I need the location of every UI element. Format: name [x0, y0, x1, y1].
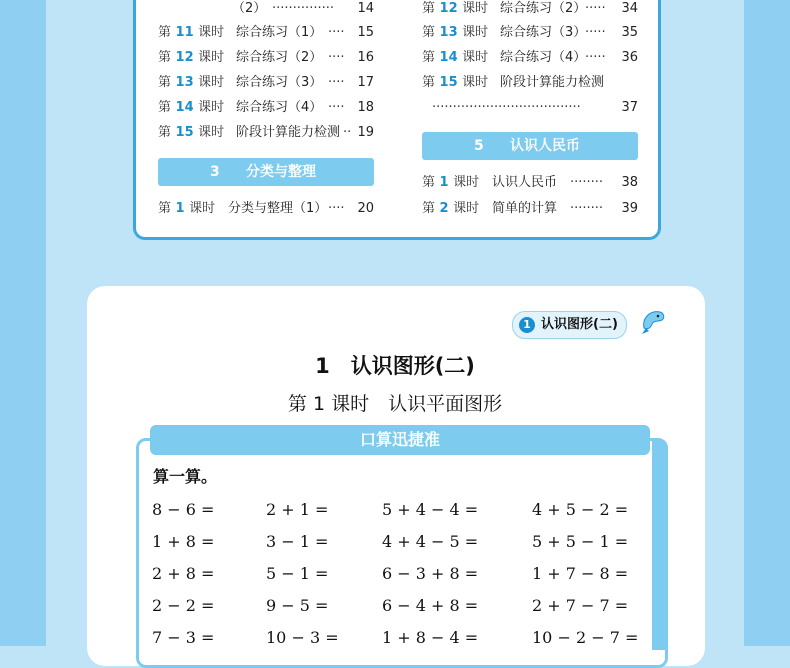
toc-page-number: 36 — [621, 50, 638, 65]
toc-entry-title: 认识人民币 — [492, 175, 558, 190]
toc-lesson-prefix: 第 — [422, 1, 436, 16]
exercise-item: 6 − 4 + 8 = — [382, 596, 479, 615]
exercise-item: 4 + 4 − 5 = — [382, 532, 479, 551]
toc-lesson-number: 13 — [435, 25, 463, 40]
exercise-item: 8 − 6 = — [152, 500, 215, 519]
toc-entry-title: 综合练习（1） — [236, 25, 323, 40]
toc-lesson-suffix: 课时 — [462, 1, 489, 16]
toc-lesson-number: 12 — [435, 1, 463, 16]
toc-lesson-suffix: 课时 — [453, 201, 480, 216]
toc-lesson-prefix: 第 — [422, 75, 436, 90]
toc-entry-title: 阶段计算能力检测 — [236, 125, 341, 140]
unit-title: 认识人民币 — [510, 138, 580, 154]
chapter-tag — [512, 311, 627, 339]
toc-page-number: 14 — [357, 1, 374, 16]
toc-leader-dots: ····· — [585, 25, 606, 40]
toc-leader-dots: ····· — [585, 1, 606, 16]
instruction-text: 算一算。 — [153, 467, 218, 486]
toc-lesson-number: 1 — [171, 201, 190, 216]
toc-leader-dots: ···· — [328, 100, 345, 115]
toc-entry — [158, 48, 376, 68]
toc-lesson-prefix: 第 — [422, 201, 436, 216]
dolphin-mascot-icon — [640, 306, 666, 336]
toc-lesson-prefix: 第 — [422, 25, 436, 40]
toc-entry — [158, 0, 376, 19]
chapter-title: 1 认识图形(二) — [315, 354, 475, 378]
toc-lesson-suffix: 课时 — [198, 125, 225, 140]
toc-lesson-prefix: 第 — [422, 50, 436, 65]
lesson-title: 第 1 课时 认识平面图形 — [287, 393, 503, 415]
toc-lesson-prefix: 第 — [158, 125, 172, 140]
section-title-bar: 口算迅捷准 — [150, 425, 650, 455]
toc-page-number: 35 — [621, 25, 638, 40]
toc-lesson-prefix: 第 — [158, 25, 172, 40]
exercise-item: 5 + 5 − 1 = — [532, 532, 629, 551]
toc-lesson-prefix: 第 — [158, 100, 172, 115]
toc-entry — [158, 23, 376, 43]
toc-entry — [158, 73, 376, 93]
toc-page-number: 18 — [357, 100, 374, 115]
toc-lesson-number: 15 — [435, 75, 463, 90]
toc-entry-title: 简单的计算 — [492, 201, 558, 216]
toc-page-number: 20 — [357, 201, 374, 216]
toc-lesson-prefix: 第 — [158, 201, 172, 216]
exercise-item: 5 + 4 − 4 = — [382, 500, 479, 519]
exercise-item: 1 + 8 = — [152, 532, 215, 551]
exercise-item: 4 + 5 − 2 = — [532, 500, 629, 519]
exercise-item: 9 − 5 = — [266, 596, 329, 615]
exercise-item: 1 + 8 − 4 = — [382, 628, 479, 647]
toc-entry-title: （2） — [232, 1, 267, 16]
toc-leader-dots: ········ — [570, 175, 604, 190]
toc-page-number: 34 — [621, 1, 638, 16]
chapter-tag-number: 1 — [519, 317, 535, 333]
toc-page-number: 17 — [357, 75, 374, 90]
unit-title: 分类与整理 — [246, 164, 316, 180]
exercise-item: 5 − 1 = — [266, 564, 329, 583]
exercise-box-edge — [652, 440, 668, 650]
toc-lesson-prefix: 第 — [158, 50, 172, 65]
toc-page-number: 37 — [621, 100, 638, 115]
toc-lesson-suffix: 课时 — [462, 50, 489, 65]
toc-leader-dots: ·· — [343, 125, 352, 140]
toc-lesson-suffix: 课时 — [462, 75, 489, 90]
toc-entry — [158, 123, 376, 143]
toc-entry — [422, 73, 640, 93]
toc-leader-dots: ···· — [328, 50, 345, 65]
toc-lesson-number: 13 — [171, 75, 199, 90]
toc-leader-dots: ····· — [585, 50, 606, 65]
toc-page-number: 19 — [357, 125, 374, 140]
exercise-item: 6 − 3 + 8 = — [382, 564, 479, 583]
exercise-item: 2 − 2 = — [152, 596, 215, 615]
chapter-tag-text: 认识图形(二) — [541, 317, 618, 332]
toc-leader-dots: ········ — [570, 201, 604, 216]
toc-entry — [158, 98, 376, 118]
toc-leader-dots: ···· — [328, 75, 345, 90]
toc-lesson-suffix: 课时 — [462, 25, 489, 40]
toc-lesson-number: 1 — [435, 175, 454, 190]
toc-lesson-suffix: 课时 — [189, 201, 216, 216]
toc-entry — [422, 0, 640, 19]
toc-entry — [422, 23, 640, 43]
toc-lesson-suffix: 课时 — [198, 25, 225, 40]
left-border-stripe — [0, 0, 46, 646]
toc-leader-dots: ···· — [328, 201, 345, 216]
toc-lesson-suffix: 课时 — [453, 175, 480, 190]
toc-page-number: 39 — [621, 201, 638, 216]
toc-entry-title: 综合练习（4） — [236, 100, 323, 115]
toc-lesson-prefix: 第 — [422, 175, 436, 190]
toc-entry — [422, 48, 640, 68]
toc-lesson-number: 14 — [171, 100, 199, 115]
toc-leader-dots: ···· — [328, 25, 345, 40]
toc-page-number: 15 — [357, 25, 374, 40]
toc-lesson-number: 11 — [171, 25, 199, 40]
toc-lesson-number: 12 — [171, 50, 199, 65]
toc-page-number: 16 — [357, 50, 374, 65]
toc-entry-title: 综合练习（3） — [236, 75, 323, 90]
toc-entry-title: 综合练习（3） — [500, 25, 587, 40]
unit-number: 3 — [210, 164, 220, 180]
toc-leader-dots: ···································· — [432, 100, 581, 115]
toc-lesson-number: 2 — [435, 201, 454, 216]
exercise-item: 1 + 7 − 8 = — [532, 564, 629, 583]
toc-page-number: 38 — [621, 175, 638, 190]
right-border-stripe — [744, 0, 790, 646]
toc-entry-title: 综合练习（2） — [500, 1, 587, 16]
toc-entry — [422, 173, 640, 193]
toc-lesson-suffix: 课时 — [198, 50, 225, 65]
toc-lesson-suffix: 课时 — [198, 100, 225, 115]
toc-entry-title: 分类与整理（1） — [228, 201, 328, 216]
unit-bar-3 — [158, 158, 374, 186]
unit-number: 5 — [474, 138, 484, 154]
exercise-item: 3 − 1 = — [266, 532, 329, 551]
unit-bar-5 — [422, 132, 638, 160]
toc-lesson-number: 15 — [171, 125, 199, 140]
toc-entry — [422, 98, 640, 118]
exercise-item: 10 − 3 = — [266, 628, 339, 647]
toc-entry-title: 阶段计算能力检测 — [500, 75, 605, 90]
toc-lesson-prefix: 第 — [158, 75, 172, 90]
toc-lesson-number: 14 — [435, 50, 463, 65]
toc-entry — [422, 199, 640, 219]
exercise-item: 10 − 2 − 7 = — [532, 628, 639, 647]
exercise-item: 7 − 3 = — [152, 628, 215, 647]
toc-entry-title: 综合练习（2） — [236, 50, 323, 65]
toc-entry-title: 综合练习（4） — [500, 50, 587, 65]
exercise-item: 2 + 7 − 7 = — [532, 596, 629, 615]
toc-entry — [158, 199, 376, 219]
exercise-item: 2 + 1 = — [266, 500, 329, 519]
toc-leader-dots: ··············· — [272, 1, 334, 16]
exercise-item: 2 + 8 = — [152, 564, 215, 583]
toc-lesson-suffix: 课时 — [198, 75, 225, 90]
